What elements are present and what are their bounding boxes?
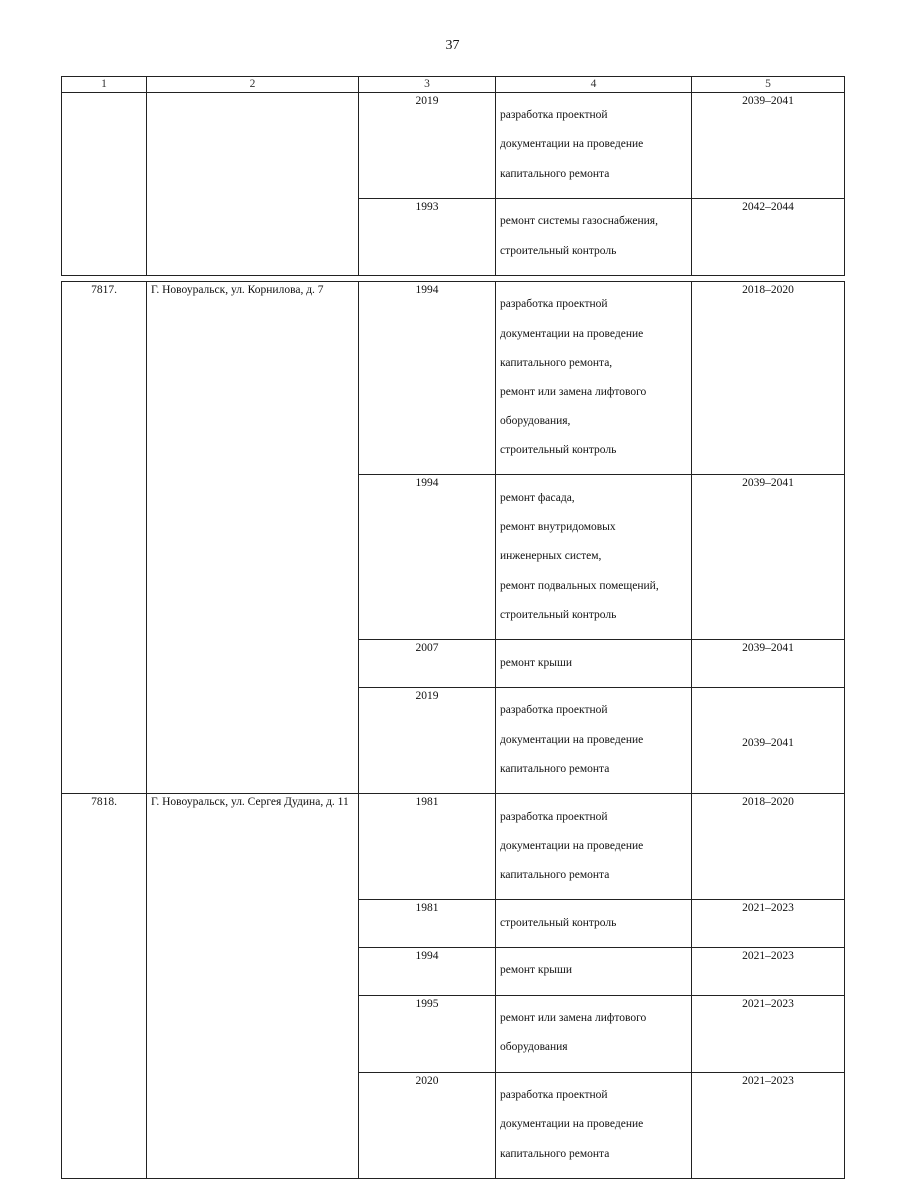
year-cell: 2019 [359,687,496,793]
period-cell: 2018–2020 [692,793,845,899]
table-row [62,793,845,899]
work-line: инженерных систем, [500,550,602,563]
work-line: оборудования [500,1041,568,1054]
work-cell [496,198,692,275]
repair-schedule-table [61,76,845,1179]
work-line: ремонт или замена лифтового [500,385,647,398]
address-cell: Г. Новоуральск, ул. Сергея Дудина, д. 11 [147,793,359,1178]
work-cell [496,947,692,995]
page-number: 37 [445,38,460,53]
work-line: строительный контроль [500,916,617,929]
year-cell: 1981 [359,900,496,948]
work-line: разработка проектной [500,704,608,717]
period-cell: 2021–2023 [692,947,845,995]
column-number-row [62,77,845,93]
work-line: капитального ремонта [500,167,610,180]
work-cell [496,92,692,198]
work-cell [496,900,692,948]
work-line: документации на проведение [500,138,644,151]
work-line: документации на проведение [500,839,644,852]
work-line: документации на проведение [500,733,644,746]
work-cell [496,687,692,793]
work-line: строительный контроль [500,608,617,621]
period-cell: 2039–2041 [692,92,845,198]
work-line: документации на проведение [500,327,644,340]
entry-number-cell: 7818. [62,793,147,1178]
work-line: строительный контроль [500,244,617,257]
work-line: ремонт крыши [500,656,573,669]
work-line: строительный контроль [500,444,617,457]
column-number-5: 5 [692,77,845,93]
year-cell: 1981 [359,793,496,899]
work-line: ремонт внутридомовых [500,521,616,534]
column-number-2: 2 [147,77,359,93]
period-cell: 2039–2041 [692,639,845,687]
period-cell: 2039–2041 [692,687,845,793]
table-row [62,92,845,198]
year-cell: 1995 [359,995,496,1072]
period-cell: 2021–2023 [692,1072,845,1178]
work-line: разработка проектной [500,810,608,823]
work-line: разработка проектной [500,1089,608,1102]
period-cell: 2042–2044 [692,198,845,275]
period-cell: 2021–2023 [692,900,845,948]
address-cell: Г. Новоуральск, ул. Корнилова, д. 7 [147,281,359,793]
year-cell: 1994 [359,947,496,995]
table-row [62,281,845,475]
year-cell: 1994 [359,475,496,640]
column-number-4: 4 [496,77,692,93]
work-line: ремонт подвальных помещений, [500,579,659,592]
work-line: ремонт или замена лифтового [500,1012,647,1025]
work-line: разработка проектной [500,109,608,122]
work-line: капитального ремонта [500,868,610,881]
work-line: капитального ремонта, [500,356,613,369]
work-cell [496,639,692,687]
period-cell: 2039–2041 [692,475,845,640]
entry-number-cell [62,92,147,275]
period-cell: 2021–2023 [692,995,845,1072]
work-cell [496,1072,692,1178]
work-line: оборудования, [500,415,571,428]
year-cell: 2007 [359,639,496,687]
work-line: разработка проектной [500,298,608,311]
work-line: капитального ремонта [500,762,610,775]
address-cell [147,92,359,275]
work-line: ремонт системы газоснабжения, [500,215,658,228]
work-cell [496,995,692,1072]
year-cell: 1994 [359,281,496,475]
work-line: документации на проведение [500,1118,644,1131]
column-number-1: 1 [62,77,147,93]
year-cell: 2019 [359,92,496,198]
year-cell: 1993 [359,198,496,275]
work-line: ремонт фасада, [500,492,575,505]
work-line: ремонт крыши [500,964,573,977]
entry-number-cell: 7817. [62,281,147,793]
work-line: капитального ремонта [500,1147,610,1160]
work-cell [496,793,692,899]
year-cell: 2020 [359,1072,496,1178]
work-cell [496,475,692,640]
work-cell [496,281,692,475]
period-cell: 2018–2020 [692,281,845,475]
column-number-3: 3 [359,77,496,93]
